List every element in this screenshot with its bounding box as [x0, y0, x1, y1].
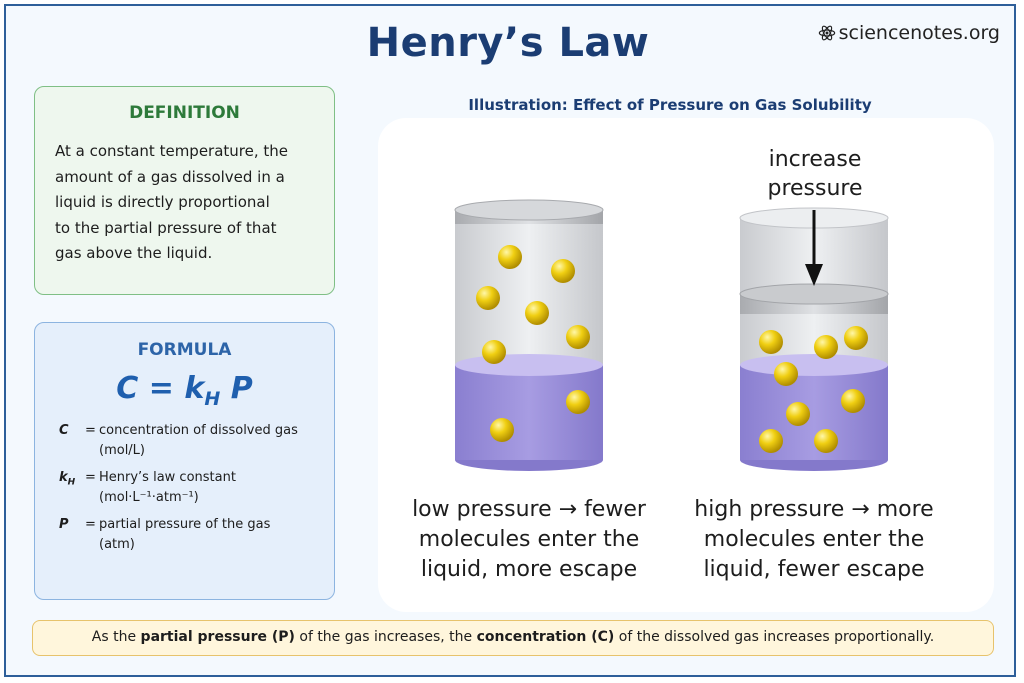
gas-molecule: [498, 245, 522, 269]
formula-k-sub: H: [204, 388, 221, 410]
caption-line: liquid, more escape: [420, 557, 638, 582]
formula-equals: =: [148, 371, 174, 406]
piston-top: [455, 200, 603, 220]
variable-description: partial pressure of the gas: [99, 517, 271, 532]
note-text: of the gas increases, the: [294, 629, 477, 645]
note-emphasis: concentration (C): [476, 629, 615, 645]
high-pressure-cylinder: [740, 208, 888, 471]
gas-molecule: [476, 286, 500, 310]
gas-molecule: [482, 340, 506, 364]
gas-molecule: [814, 335, 838, 359]
illustration-title: Illustration: Effect of Pressure on Gas Solubility: [468, 96, 872, 114]
definition-line: gas above the liquid.: [55, 244, 213, 262]
formula-lhs: C: [116, 371, 139, 406]
piston-top: [740, 284, 888, 304]
definition-line: amount of a gas dissolved in a: [55, 167, 285, 186]
caption-line: molecules enter the: [703, 527, 925, 552]
formula-k: k: [184, 371, 205, 406]
low-pressure-caption: [398, 495, 660, 585]
variable-symbol: k: [59, 470, 68, 485]
variable-unit: (mol/L): [99, 443, 145, 458]
variable-description: concentration of dissolved gas: [99, 423, 298, 438]
variable-equals: =: [85, 470, 96, 485]
high-pressure-caption: [676, 495, 952, 585]
summary-note: [32, 620, 994, 656]
dissolved-molecule: [841, 389, 865, 413]
caption-line: molecules enter the: [418, 527, 640, 552]
caption-line: low pressure → fewer: [412, 497, 646, 522]
liquid-surface: [740, 354, 888, 376]
note-emphasis: partial pressure (P): [140, 629, 295, 645]
variable-symbol: P: [59, 517, 69, 532]
dissolved-molecule: [759, 429, 783, 453]
page-title: Henry’s Law: [366, 20, 650, 66]
gas-molecule: [844, 326, 868, 350]
gas-molecule: [551, 259, 575, 283]
brand-name: sciencenotes.org: [838, 22, 1000, 44]
variable-unit: (mol·L⁻¹·atm⁻¹): [99, 490, 199, 505]
dissolved-molecule: [490, 418, 514, 442]
definition-line: At a constant temperature, the: [55, 142, 289, 160]
variable-symbol-sub: H: [67, 477, 76, 488]
variable-equals: =: [85, 423, 96, 438]
increase-pressure-label: [740, 145, 890, 203]
caption-line: high pressure → more: [694, 497, 934, 522]
variable-symbol: C: [59, 423, 69, 438]
push-label-line: increase: [768, 147, 862, 172]
definition-line: to the partial pressure of that: [55, 218, 277, 237]
gas-molecule: [525, 301, 549, 325]
formula-heading: FORMULA: [137, 340, 232, 360]
dissolved-molecule: [774, 362, 798, 386]
dissolved-molecule: [786, 402, 810, 426]
dissolved-molecule: [566, 390, 590, 414]
formula-p: P: [230, 371, 253, 406]
variable-equals: =: [85, 517, 96, 532]
gas-molecule: [566, 325, 590, 349]
variable-description: Henry’s law constant: [99, 470, 236, 485]
gas-molecule: [759, 330, 783, 354]
push-label-line: pressure: [767, 176, 863, 201]
definition-line: liquid is directly proportional: [55, 193, 270, 211]
dissolved-molecule: [814, 429, 838, 453]
definition-heading: DEFINITION: [129, 103, 240, 123]
variable-unit: (atm): [99, 537, 135, 552]
low-pressure-cylinder: [455, 200, 603, 471]
liquid-surface: [455, 354, 603, 376]
caption-line: liquid, fewer escape: [703, 557, 925, 582]
note-text: As the: [91, 629, 141, 645]
note-text: of the dissolved gas increases proportionally.: [614, 629, 935, 645]
